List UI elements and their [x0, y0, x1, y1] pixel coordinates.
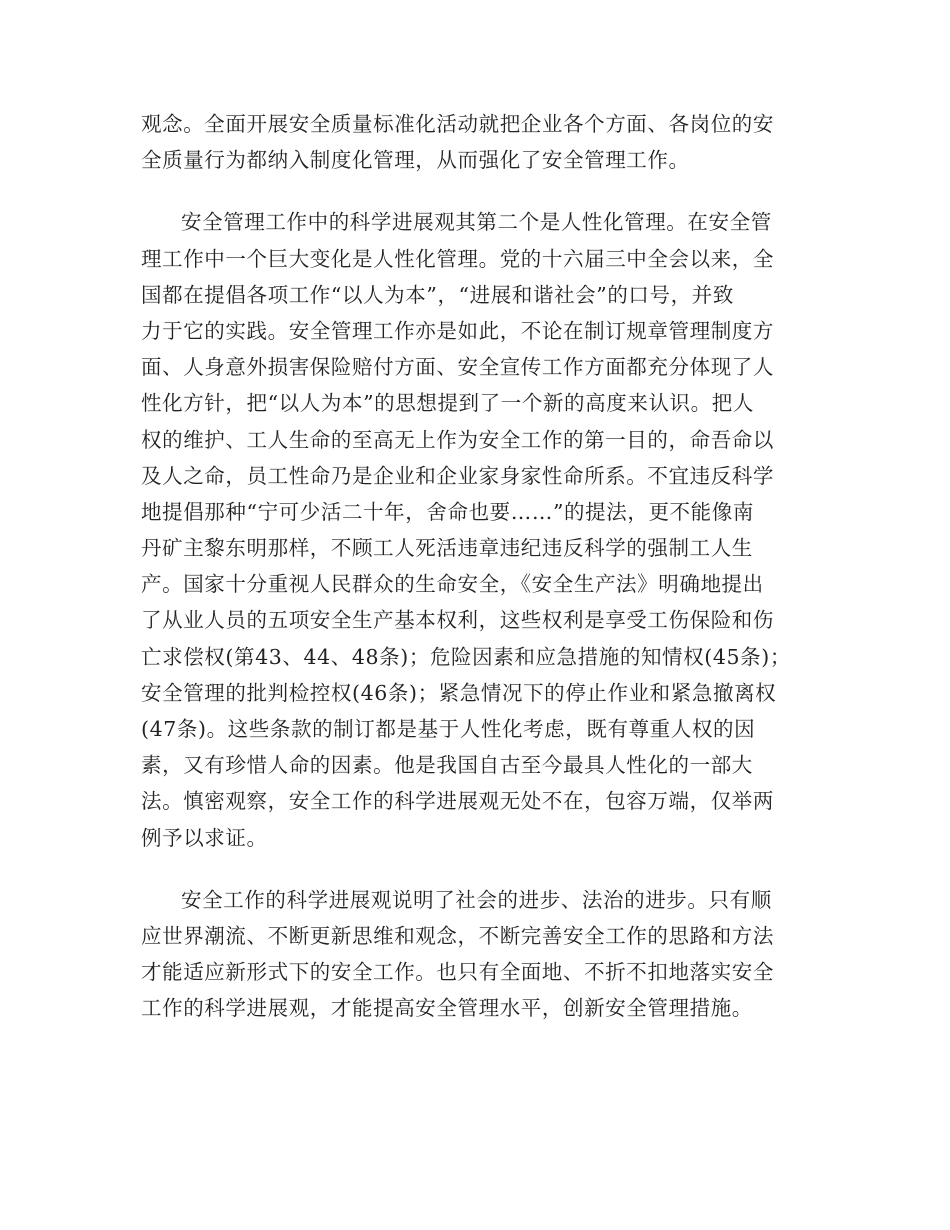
text-line: 权的维护、工人生命的至高无上作为安全工作的第一目的，命吾命以 — [141, 427, 774, 452]
text-line: 安全管理的批判检控权(46条)；紧急情况下的停止作业和紧急撤离权 — [141, 680, 777, 705]
text-line: 力于它的实践。安全管理工作亦是如此，不论在制订规章管理制度方 — [141, 318, 774, 343]
text-line: 才能适应新形式下的安全工作。也只有全面地、不折不扣地落实安全 — [141, 960, 774, 985]
text-line: 观念。全面开展安全质量标准化活动就把企业各个方面、各岗位的安 — [141, 112, 774, 136]
text-line: 丹矿主黎东明那样，不顾工人死活违章违纪违反科学的强制工人生 — [141, 536, 753, 561]
text-line: 应世界潮流、不断更新思维和观念，不断完善安全工作的思路和方法 — [141, 923, 774, 948]
text-line: 例予以求证。 — [141, 825, 268, 850]
text-line: 理工作中一个巨大变化是人性化管理。党的十六届三中全会以来，全 — [141, 246, 774, 271]
text-line: 产。国家十分重视人民群众的生命安全，《安全生产法》明确地提出 — [141, 572, 764, 597]
paragraph-2 — [141, 204, 811, 855]
text-line: 性化方针，把“以人为本”的思想提到了一个新的高度来认识。把人 — [141, 391, 754, 416]
text-line: 素，又有珍惜人命的因素。他是我国自古至今最具人性化的一部大 — [141, 753, 753, 778]
text-line: 面、人身意外损害保险赔付方面、安全宣传工作方面都充分体现了人 — [141, 355, 774, 380]
text-line: 了从业人员的五项安全生产基本权利，这些权利是享受工伤保险和伤 — [141, 608, 774, 633]
text-line: 及人之命，员工性命乃是企业和企业家身家性命所系。不宜违反科学 — [141, 463, 774, 488]
paragraph-1 — [141, 106, 811, 178]
text-line: (47条)。这些条款的制订都是基于人性化考虑，既有尊重人权的因 — [141, 717, 756, 741]
text-line: 地提倡那种“宁可少活二十年，舍命也要……”的提法，更不能像南 — [141, 499, 754, 524]
text-line: 亡求偿权(第43、44、48条)；危险因素和应急措施的知情权(45条)； — [141, 644, 791, 669]
text-line: 法。慎密观察，安全工作的科学进展观无处不在，包容万端，仅举两 — [141, 789, 774, 814]
text-line: 安全工作的科学进展观说明了社会的进步、法治的进步。只有顺 — [181, 887, 772, 912]
document-body — [141, 106, 811, 1053]
paragraph-3 — [141, 882, 811, 1027]
text-line: 全质量行为都纳入制度化管理，从而强化了安全管理工作。 — [141, 148, 690, 173]
text-line: 工作的科学进展观，才能提高安全管理水平，创新安全管理措施。 — [141, 996, 753, 1021]
text-line: 国都在提倡各项工作“以人为本”，“进展和谐社会”的口号，并致 — [141, 282, 734, 307]
text-line: 安全管理工作中的科学进展观其第二个是人性化管理。在安全管 — [181, 210, 772, 235]
